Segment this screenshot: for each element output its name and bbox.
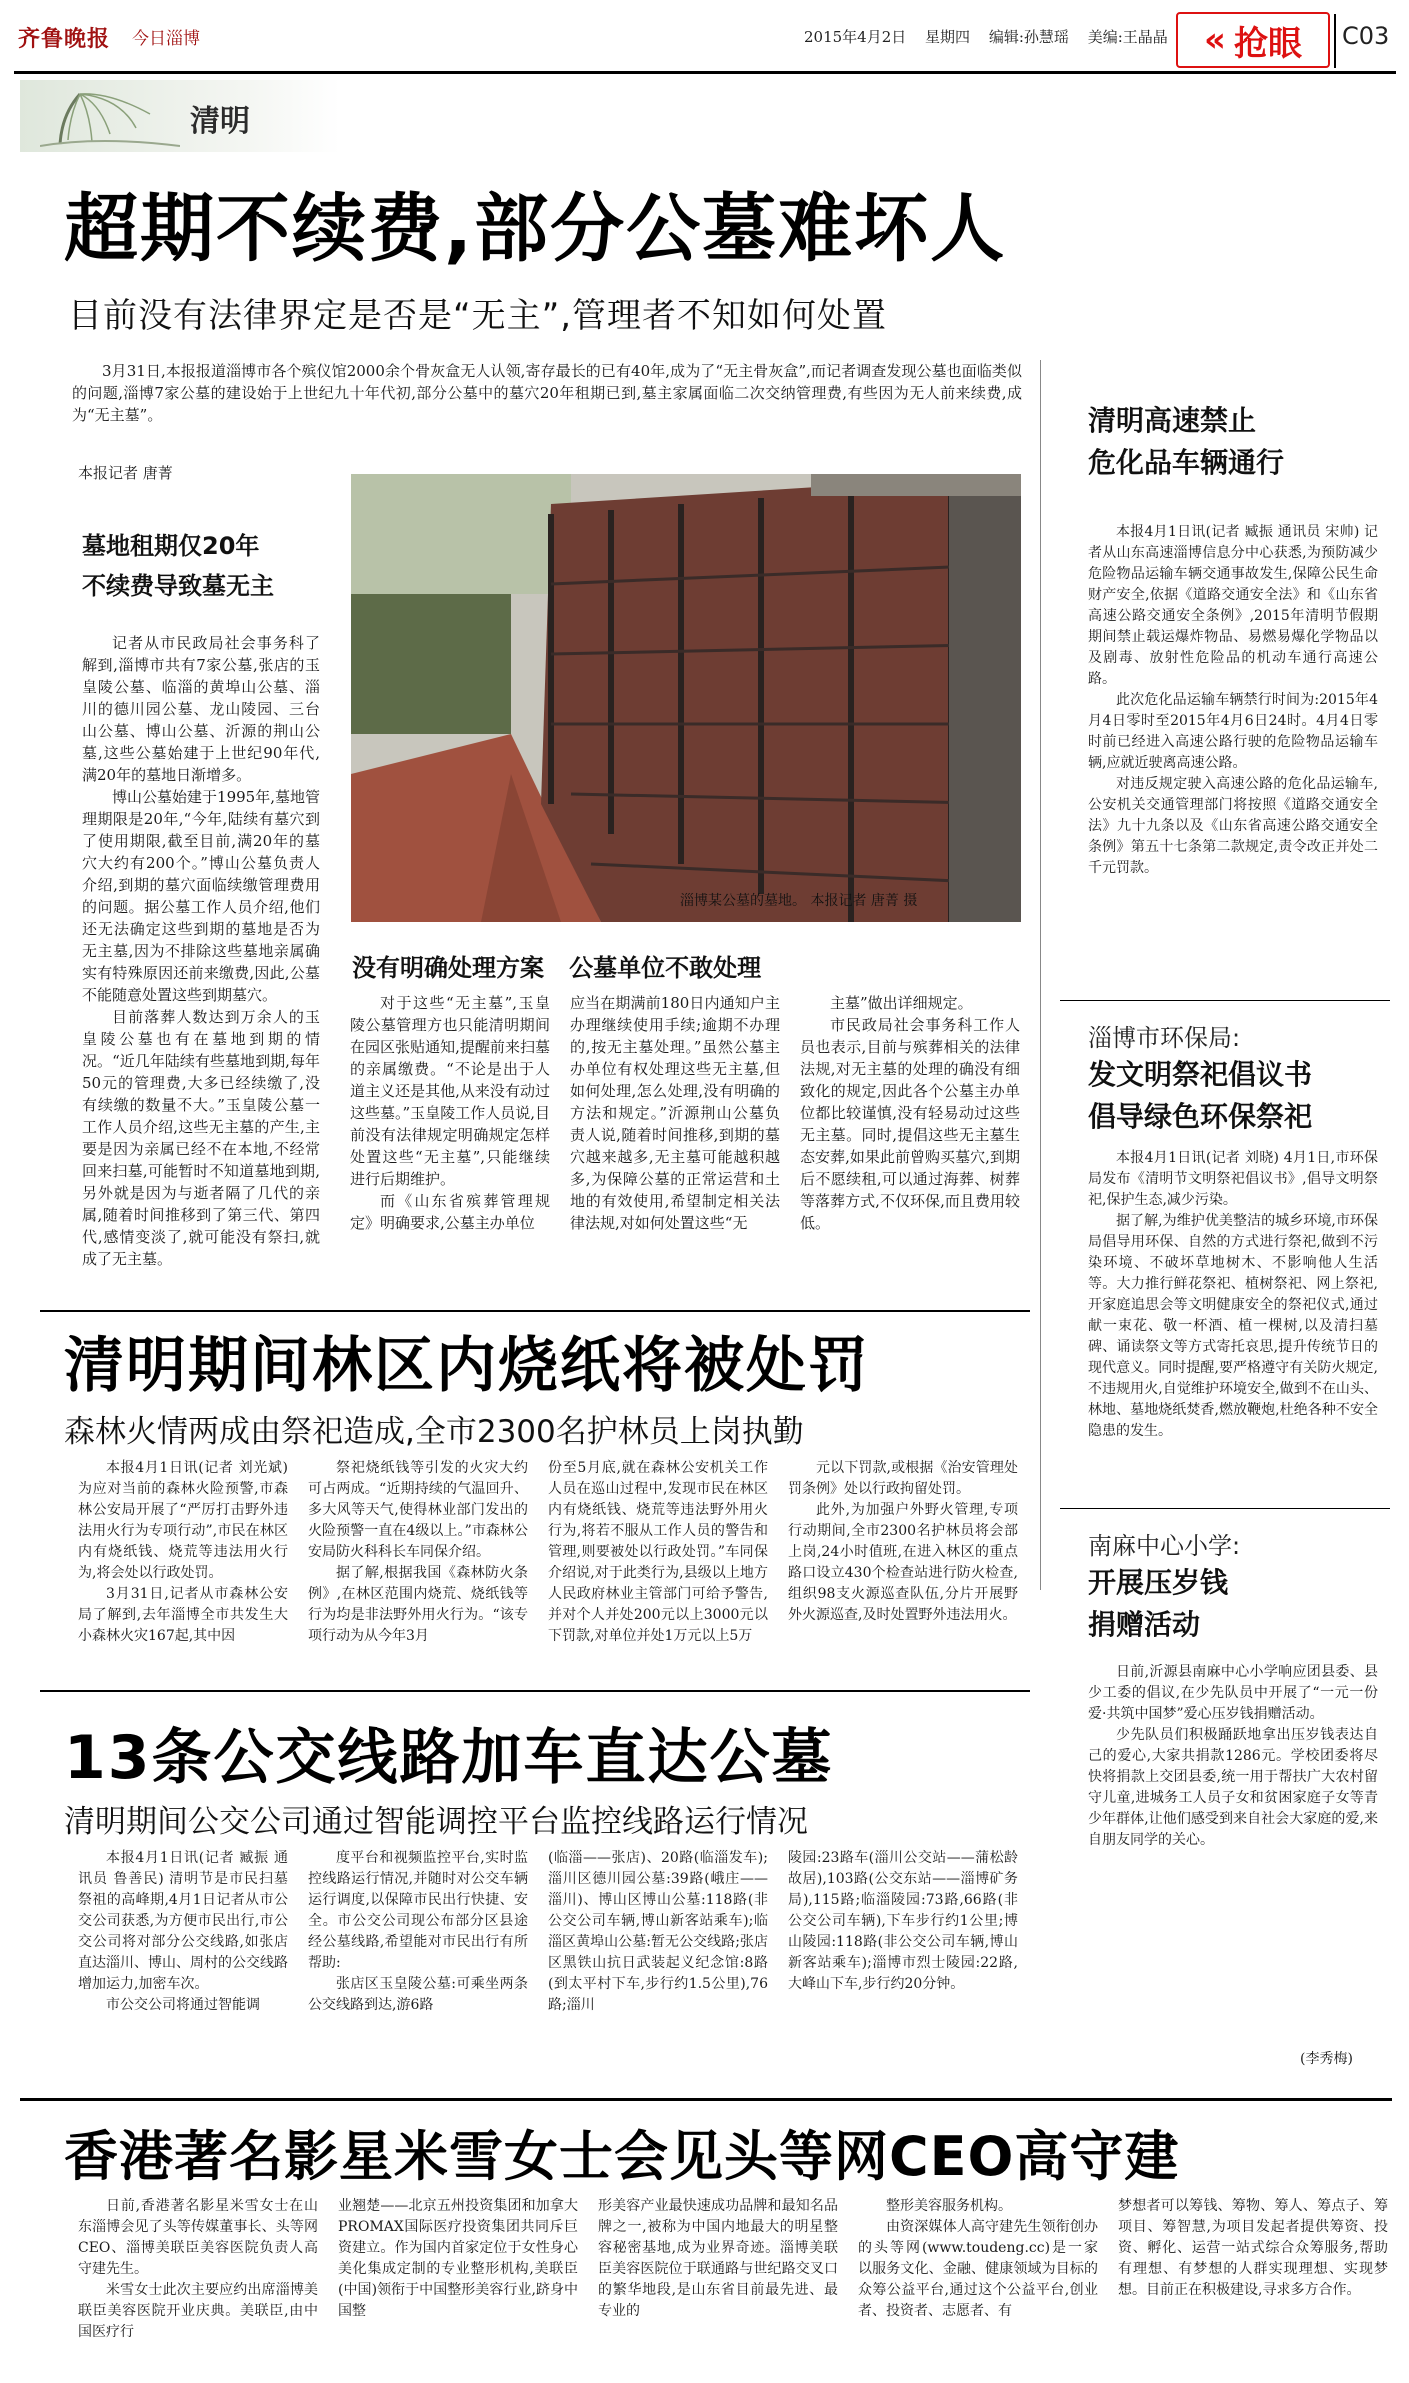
- story2-col1: [78, 1458, 288, 1678]
- story3-headline: 13条公交线路加车直达公墓: [64, 1723, 834, 1793]
- story1-col3: 应当在期满前180日内通知户主办理继续使用手续;逾期不办理的,按无主墓处理。”虽然公墓主办单位有权处理这些无主墓,但如何处理,怎么处理,没有明确的方法和规定。”沂源荆山公墓负责人说,随着时间推移,到期的墓穴越来越多,无主墓可能越积越多,为保障公墓的正常运营和土地的有效使用,希望制定相关法律法规,对如何处置这些“无: [570, 994, 780, 1232]
- column-rule: [1040, 360, 1041, 1590]
- story4-col5: 梦想者可以筹钱、筹物、筹人、筹点子、筹项目、筹智慧,为项目发起者提供筹资、投资、孵化、运营一站式综合众筹服务,帮助有理想、有梦想的人群实现理想、实现梦想。目前正在积极建设,寻求多方合作。: [1118, 2198, 1388, 2298]
- photo-caption: 淄博某公墓的墓地。 本报记者 唐菁 摄: [680, 893, 918, 909]
- sidebar1-headline-line-2: 危化品车辆通行: [1088, 446, 1285, 479]
- sidebar3-headline-line-2: 捐赠活动: [1088, 1608, 1201, 1641]
- edition-name: 今日淄博: [132, 29, 200, 49]
- issue-date: 2015年4月2日: [804, 28, 907, 46]
- story3-col1: [78, 1848, 288, 2086]
- sidebar3-headline-line-1: 开展压岁钱: [1088, 1566, 1229, 1599]
- paragraph: 张店区玉皇陵公墓:可乘坐两条公交线路到达,游6路: [308, 1976, 528, 2013]
- story3-col3: (临淄——张店)、20路(临淄发车);淄川区德川园公墓:39路(峨庄——淄川)、博山区博山公墓:118路(非公交公司车辆,博山新客站乘车);临淄区黄埠山公墓:暂无公交线路;张店区黑铁山抗日武装起义纪念馆:8路(到太平村下车,步行约1.5公里),76路;淄川: [548, 1850, 768, 2013]
- story3-col2: [308, 1848, 528, 2086]
- story4-headline: 香港著名影星米雪女士会见头等网CEO高守建: [64, 2125, 1180, 2188]
- sidebar2-kicker: 淄博市环保局:: [1088, 1024, 1241, 1052]
- story1-col1: [82, 632, 320, 1292]
- paragraph: 整形美容服务机构。: [886, 2198, 1012, 2214]
- sidebar2-headline-line-1: 发文明祭祀倡议书: [1088, 1058, 1313, 1091]
- masthead: [14, 10, 1396, 74]
- sidebar2-headline-line-2: 倡导绿色环保祭祀: [1088, 1100, 1313, 1133]
- story1-subhead: 目前没有法律界定是否是“无主”,管理者不知如何处置: [68, 296, 888, 336]
- story2-headline: 清明期间林区内烧纸将被处罚: [64, 1331, 870, 1401]
- page-number: C03: [1342, 22, 1390, 50]
- story4-col1: [78, 2196, 318, 2374]
- paragraph: 目前落葬人数达到万余人的玉皇陵公墓也有在墓地到期的情况。“近几年陆续有些墓地到期,每年50元的管理费,大多已经续缴了,没有续缴的数量不大。”玉皇陵公墓一工作人员介绍,这些无主墓的产生,主要是因为亲属已经不在本地,不经常回来扫墓,可能暂时不知道墓地到期,另外就是因为与逝者隔了几代的亲属,随着时间推移到了第三代、第四代,感情变淡了,就可能没有祭扫,就成了无主墓。: [82, 1008, 320, 1268]
- paragraph: 此次危化品运输车辆禁行时间为:2015年4月4日零时至2015年4月6日24时。4月4日零时前已经进入高速公路行驶的危险物品运输车辆,应就近驶离高速公路。: [1088, 692, 1378, 771]
- story2-col3: 份至5月底,就在森林公安机关工作人员在巡山过程中,发现市民在林区内有烧纸钱、烧荒等违法野外用火行为,将若不服从工作人员的警告和管理,则要被处以行政处罚。”车同保介绍说,对于此类行为,县级以上地方人民政府林业主管部门可给予警告,并对个人并处200元以上3000元以下罚款,对单位并处1万元以上5万: [548, 1460, 768, 1644]
- story4-col2: 业翘楚——北京五州投资集团和加拿大PROMAX国际医疗投资集团共同斥巨资建立。作为国内首家定位于女性身心美化集成定制的专业整形机构,美联臣(中国)领衔于中国整形美容行业,跻身中国整: [338, 2198, 578, 2319]
- sidebar3-body: [1088, 1662, 1378, 2044]
- paragraph: 据了解,根据我国《森林防火条例》,在林区范围内烧荒、烧纸钱等行为均是非法野外用火行为。“该专项行动为从今年3月: [308, 1565, 528, 1644]
- section-badge-label: 抢眼: [1233, 23, 1302, 64]
- paragraph: 祭祀烧纸钱等引发的火灾大约可占两成。“近期持续的气温回升、多大风等天气,使得林业部门发出的火险预警一直在4级以上。”市森林公安局防火科科长车同保介绍。: [308, 1460, 528, 1560]
- sidebar3-kicker: 南麻中心小学:: [1088, 1532, 1241, 1560]
- sidebar-divider: [1060, 1000, 1390, 1001]
- cemetery-photo: [351, 474, 1021, 922]
- story3-col4: 陵园:23路车(淄川公交站——蒲松龄故居),103路(公交东站——淄博矿务局),115路;临淄陵园:73路,66路(非公交公司车辆),下车步行约1公里;博山陵园:118路(非公交公司车辆,博山新客站乘车);淄博市烈士陵园:22路,大峰山下车,步行约20分钟。: [788, 1850, 1018, 1992]
- paragraph: 据了解,为维护优美整洁的城乡环境,市环保局倡导用环保、自然的方式进行祭祀,做到不污染环境、不破坏草地树木、不影响他人生活等。大力推行鲜花祭祀、植树祭祀、网上祭祀,开家庭追思会等文明健康安全的祭祀仪式,通过献一束花、敬一杯酒、植一棵树,以及清扫墓碑、诵读祭文等方式寄托哀思,提升传统节日的现代意义。同时提醒,要严格遵守有关防火规定,不违规用火,自觉维护环境安全,做到不在山头、林地、墓地烧纸焚香,燃放鞭炮,杜绝各种不安全隐患的发生。: [1088, 1213, 1378, 1439]
- story1-lead: 3月31日,本报报道淄博市各个殡仪馆2000余个骨灰盒无人认领,寄存最长的已有40年,成为了“无主骨灰盒”,而记者调查发现公墓也面临类似的问题,淄博7家公墓的建设始于上世纪九十年代初,部分公墓中的墓穴20年租期已到,墓主家属面临二次交纳管理费,有些因为无人前来续费,成为“无主墓”。: [72, 362, 1022, 424]
- sidebar3-signoff: (李秀梅): [1300, 2051, 1353, 2067]
- sidebar1-headline-line-1: 清明高速禁止: [1088, 404, 1257, 437]
- paragraph: 对于这些“无主墓”,玉皇陵公墓管理方也只能清明期间在园区张贴通知,提醒前来扫墓的亲属缴费。“不论是出于人道主义还是其他,从来没有动过这些墓。”玉皇陵工作人员说,目前没有法律规定明确规定怎样处置这些“无主墓”,只能继续进行后期维护。: [350, 994, 550, 1188]
- paragraph: 少先队员们积极踊跃地拿出压岁钱表达自己的爱心,大家共捐款1286元。学校团委将尽快将捐款上交团县委,统一用于帮扶广大农村留守儿童,进城务工人员子女和贫困家庭子女等青少年群体,让他们感受到来自社会大家庭的爱,来自朋友同学的关心。: [1088, 1727, 1378, 1848]
- paragraph: 本报4月1日讯(记者 刘光斌) 为应对当前的森林火险预警,市森林公安局开展了“严厉打击野外违法用火行为专项行动”,市民在林区内有烧纸钱、烧荒等违法用火行为,将会处以行政处罚。: [78, 1460, 288, 1581]
- paragraph: 本报4月1日讯(记者 刘晓) 4月1日,市环保局发布《清明节文明祭祀倡议书》,倡导文明祭祀,保护生态,减少污染。: [1088, 1150, 1378, 1208]
- issue-meta: [804, 26, 1182, 47]
- newspaper-logo: 齐鲁晚报: [18, 26, 111, 52]
- paragraph: 对违反规定驶入高速公路的危化品运输车,公安机关交通管理部门将按照《道路交通安全法》九十九条以及《山东省高速公路交通安全条例》第五十七条第二款规定,责令改正并处二千元罚款。: [1088, 776, 1378, 876]
- story-divider: [40, 1310, 1030, 1312]
- paragraph: 本报4月1日讯(记者 臧振 通讯员 鲁善民) 清明节是市民扫墓祭祖的高峰期,4月1日记者从市公交公司获悉,为方便市民出行,市公交公司将对部分公交线路,如张店直达淄川、博山、周村的公交线路增加运力,加密车次。: [78, 1850, 288, 1992]
- story2-col4: [788, 1458, 1018, 1678]
- story2-subhead: 森林火情两成由祭祀造成,全市2300名护林员上岗执勤: [64, 1414, 804, 1450]
- paragraph: 博山公墓始建于1995年,墓地管理期限是20年,“今年,陆续有墓穴到了使用期限,截至目前,满20年的墓穴大约有200个。”博山公墓负责人介绍,到期的墓穴面临续缴管理费用的问题。据公墓工作人员介绍,他们还无法确定这些到期的墓地是否为无主墓,因为不排除这些墓地亲属确实有特殊原因还前来缴费,因此,公墓不能随意处置这些到期墓穴。: [82, 788, 320, 1004]
- paragraph: 而《山东省殡葬管理规定》明确要求,公墓主办单位: [350, 1192, 550, 1232]
- story1-sub-line-1: 墓地租期仅20年: [82, 532, 260, 560]
- story1-subhead-1: [82, 526, 342, 606]
- story-divider: [40, 1690, 1030, 1692]
- sidebar-divider: [1060, 1508, 1390, 1509]
- story-divider: [20, 2098, 1392, 2101]
- sidebar2-body: [1088, 1148, 1378, 1498]
- cemetery-wall-illustration: [351, 474, 1021, 922]
- paragraph: 市公交公司将通过智能调: [106, 1997, 260, 2013]
- story1-byline: 本报记者 唐菁: [78, 464, 173, 482]
- story1-col2: [350, 992, 550, 1294]
- issue-weekday: 星期四: [925, 28, 971, 46]
- sidebar1-headline: [1088, 400, 1388, 484]
- paragraph: 记者从市民政局社会事务科了解到,淄博市共有7家公墓,张店的玉皇陵公墓、临淄的黄埠山公墓、淄川的德川园公墓、龙山陵园、三台山公墓、博山公墓、沂源的荆山公墓,这些公墓始建于上世纪90年代,满20年的墓地日渐增多。: [82, 634, 320, 784]
- paragraph: 度平台和视频监控平台,实时监控线路运行情况,并随时对公交车辆运行调度,以保障市民出行快捷、安全。市公交公司现公布部分区县途经公墓线路,希望能对市民出行有所帮助:: [308, 1850, 528, 1971]
- sidebar1-body: [1088, 522, 1378, 984]
- story1-col4: [800, 992, 1020, 1294]
- section-badge: [1176, 12, 1330, 68]
- paragraph: 市民政局社会事务科工作人员也表示,目前与殡葬相关的法律法规,对无主墓的处理的确没有细致化的规定,因此各个公墓主办单位都比较谨慎,没有轻易动过这些无主墓。同时,提倡这些无主墓生态安葬,如果此前曾购买墓穴,到期后不愿续租,可以通过海葬、树葬等落葬方式,不仅环保,而且费用较低。: [800, 1016, 1020, 1232]
- paragraph: 元以下罚款,或根据《治安管理处罚条例》处以行政拘留处罚。: [788, 1460, 1018, 1497]
- sidebar2-headline: [1088, 1054, 1388, 1138]
- paragraph: 米雪女士此次主要应约出席淄博美联臣美容医院开业庆典。美联臣,由中国医疗行: [78, 2282, 318, 2340]
- section-banner-title: 清明: [190, 104, 250, 139]
- paragraph: 日前,香港著名影星米雪女士在山东淄博会见了头等传媒董事长、头等网CEO、淄博美联臣美容医院负责人高守建先生。: [78, 2198, 318, 2277]
- designer-credit: 美编:王晶晶: [1087, 28, 1168, 46]
- story4-col3: 形美容产业最快速成功品牌和最知名品牌之一,被称为中国内地最大的明星整容秘密基地,成为业界奇迹。淄博美联臣美容医院位于联通路与世纪路交叉口的繁华地段,是山东省目前最先进、最专业的: [598, 2198, 838, 2319]
- story1-sub-line-2: 不续费导致墓无主: [82, 572, 274, 600]
- paragraph: 3月31日,记者从市森林公安局了解到,去年淄博全市共发生大小森林火灾167起,其中因: [78, 1586, 288, 1644]
- story1-headline: 超期不续费,部分公墓难坏人: [64, 186, 1007, 272]
- sidebar3-headline: [1088, 1562, 1388, 1646]
- double-chevron-icon: «: [1204, 20, 1226, 60]
- paragraph: 由资深媒体人高守建先生领衔创办的头等网(www.toudeng.cc)是一家以服务文化、金融、健康领域为目标的众筹公益平台,通过这个公益平台,创业者、投资者、志愿者、有: [858, 2219, 1098, 2319]
- story3-subhead: 清明期间公交公司通过智能调控平台监控线路运行情况: [64, 1804, 808, 1840]
- story1-subhead-2: 没有明确处理方案 公墓单位不敢处理: [352, 954, 762, 982]
- editor-credit: 编辑:孙慧瑶: [988, 28, 1069, 46]
- willow-tree-icon: [40, 84, 180, 148]
- masthead-divider: [1334, 14, 1336, 68]
- story4-col4: [858, 2196, 1098, 2374]
- paragraph: 此外,为加强户外野火管理,专项行动期间,全市2300名护林员将会部上岗,24小时值班,在进入林区的重点路口设立430个检查站进行防火检查,组织98支火源巡查队伍,分片开展野外火源巡查,及时处置野外违法用火。: [788, 1502, 1018, 1623]
- paragraph: 主墓”做出详细规定。: [830, 994, 973, 1012]
- story2-col2: [308, 1458, 528, 1678]
- paragraph: 本报4月1日讯(记者 臧振 通讯员 宋帅) 记者从山东高速淄博信息分中心获悉,为预防减少危险物品运输车辆交通事故发生,保障公民生命财产安全,依据《道路交通安全法》和《山东省高速公路交通安全条例》,2015年清明节假期期间禁止载运爆炸物品、易燃易爆化学物品以及剧毒、放射性危险品的机动车通行高速公路。: [1088, 524, 1378, 687]
- paragraph: 日前,沂源县南麻中心小学响应团县委、县少工委的倡议,在少先队员中开展了“一元一份爱·共筑中国梦”爱心压岁钱捐赠活动。: [1088, 1664, 1378, 1722]
